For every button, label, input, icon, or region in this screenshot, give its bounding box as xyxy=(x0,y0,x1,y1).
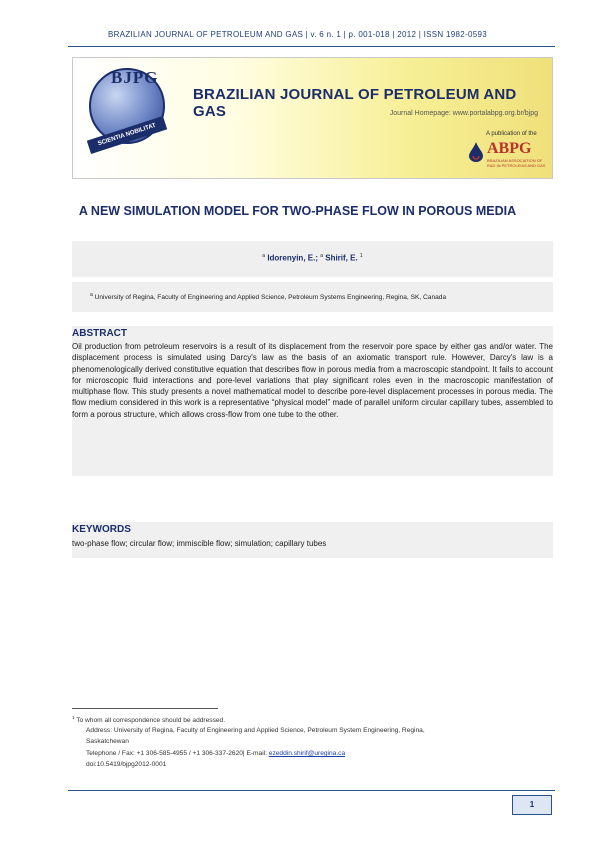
footnote-contact xyxy=(86,750,345,757)
abstract-heading: ABSTRACT xyxy=(72,328,127,339)
running-head: BRAZILIAN JOURNAL OF PETROLEUM AND GAS | v. 6 n. 1 | p. 001-018 | 2012 | ISSN 1982-0593 xyxy=(107,30,487,39)
paper-title: A NEW SIMULATION MODEL FOR TWO-PHASE FLOW IN POROUS MEDIA xyxy=(78,204,517,218)
affiliation-sup: a xyxy=(90,292,93,298)
abpg-subtext: BRAZILIAN ASSOCIATION OF R&D IN PETROLEUM AND GAS xyxy=(487,158,546,168)
abstract-text: Oil production from petroleum reservoirs is a result of its displacement from the reservoir pore space by either gas and/or water. The displacement process is simulated using Darcy's law as the basis of an axiomatic transport rule. However, Darcy's law is a phenomenologically derived constitutive equation that describes flow in porous media from a macroscopic standpoint. It fails to account for microscopic fluid interactions and pore-level variations that play significant roles even in the macroscopic manifestation of multiphase flow. This study presents a novel mathematical model to describe pore-level displacement processes in porous media. The flow medium considered in this work is a representative “physical model” made of parallel uniform circular capillary tubes, assembled to form a porous structure, which allows cross-flow from one tube to the other. xyxy=(72,342,553,419)
header-rule xyxy=(68,46,555,47)
seal-motto-ribbon: SCIENTIA NOBILITAT xyxy=(87,116,167,154)
footnote-line xyxy=(72,715,225,724)
footnote-rule xyxy=(72,708,218,709)
journal-banner xyxy=(72,57,553,179)
email-link[interactable]: ezeddin.shirif@uregina.ca xyxy=(268,750,346,757)
footnote-marker[interactable]: 1 xyxy=(359,253,363,259)
page-number: 1 xyxy=(512,795,552,815)
abstract-section xyxy=(72,326,553,476)
affiliation xyxy=(90,292,446,301)
publication-of-label: A publication of the xyxy=(486,131,537,137)
author-name: Idorenyin, E.; xyxy=(267,253,318,263)
footnote-phone: Telephone / Fax: +1 306-585-4955 / +1 306-337-2620| E-mail: xyxy=(86,750,269,757)
affiliation-box xyxy=(72,282,553,312)
author-name: Shirif, E. xyxy=(325,253,358,263)
footnote-address-cont: Saskatchewan xyxy=(86,738,129,745)
keywords-heading: KEYWORDS xyxy=(72,524,131,535)
seal-letters: BJPG xyxy=(111,68,159,87)
author-sup: a xyxy=(262,253,266,259)
oil-drop-icon xyxy=(469,142,483,162)
footnote-sup: 1 xyxy=(72,715,75,720)
footnote-correspondence: To whom all correspondence should be addressed. xyxy=(76,717,226,725)
footnote-doi: doi:10.5419/bjpg2012-0001 xyxy=(86,761,167,768)
author-sup: a xyxy=(320,253,323,259)
abpg-wordmark: ABPG xyxy=(487,140,532,157)
journal-homepage: Journal Homepage: www.portalabpg.org.br/bjpg xyxy=(389,110,538,117)
authors-box xyxy=(72,241,553,277)
keywords-section xyxy=(72,522,553,558)
affiliation-text: University of Regina, Faculty of Engineering and Applied Science, Petroleum Systems Engineering, Regina, SK, Canada xyxy=(94,294,447,302)
author-list xyxy=(72,253,553,263)
keywords-text: two-phase flow; circular flow; immiscible flow; simulation; capillary tubes xyxy=(72,539,327,548)
footer-rule xyxy=(68,790,555,791)
footnote-address: Address: University of Regina, Faculty of Engineering and Applied Science, Petroleum System Engineering, Regina, xyxy=(86,727,425,734)
abpg-logo xyxy=(469,140,546,168)
journal-name: BRAZILIAN JOURNAL OF PETROLEUM AND GAS xyxy=(193,86,517,120)
